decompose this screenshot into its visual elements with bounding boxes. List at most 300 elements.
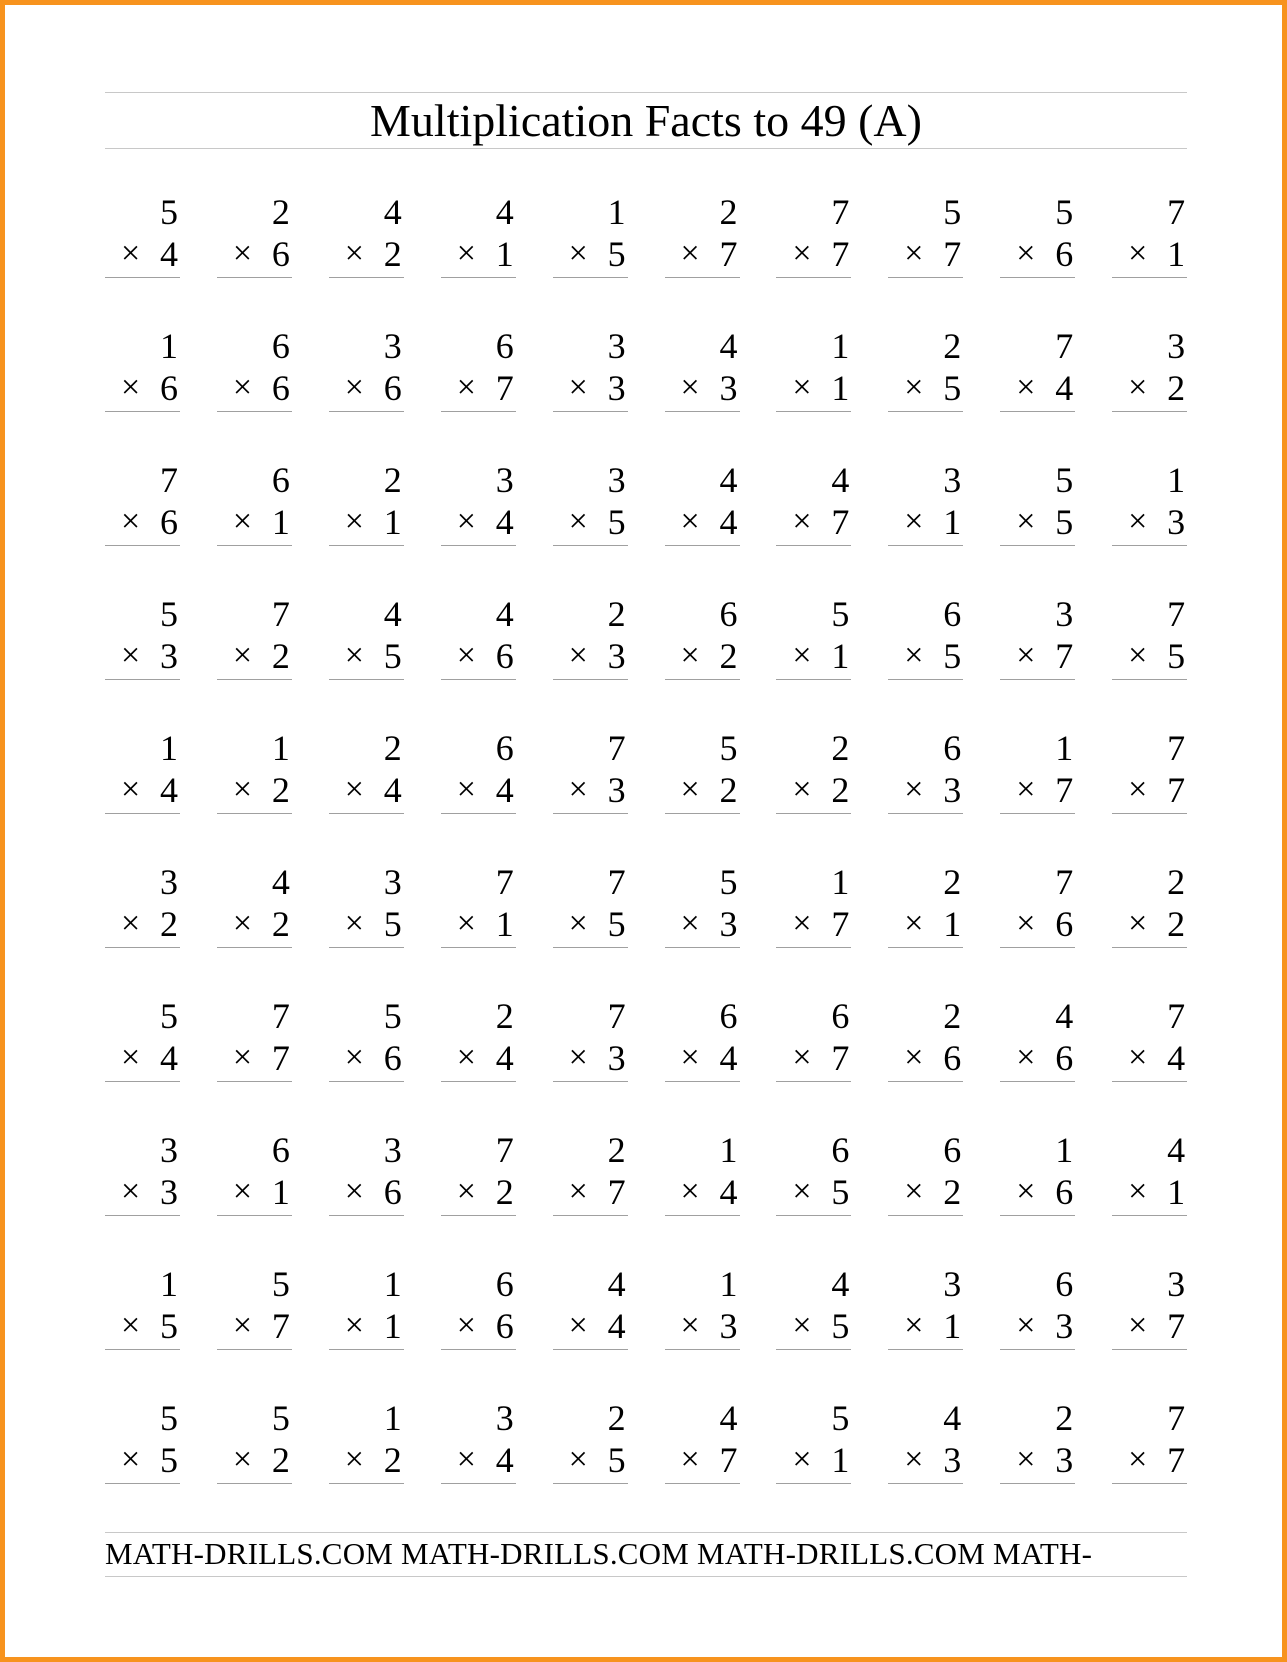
times-sign: × <box>121 1039 141 1076</box>
multiplier: 5 <box>1167 636 1186 676</box>
multiplicand: 1 <box>831 862 850 902</box>
multiplication-problem <box>217 190 292 280</box>
multiplication-problem <box>553 1128 628 1218</box>
multiplicand: 3 <box>160 862 178 902</box>
answer-line <box>1112 679 1187 680</box>
multiplication-problem <box>1000 860 1075 950</box>
times-sign: × <box>904 771 924 808</box>
multiplication-problem <box>329 324 404 414</box>
answer-line <box>553 1215 628 1216</box>
multiplication-problem <box>553 1262 628 1352</box>
times-sign: × <box>1016 905 1036 942</box>
multiplication-problem <box>329 1128 404 1218</box>
multiplication-problem <box>1112 592 1187 682</box>
multiplicand: 7 <box>1055 862 1074 902</box>
multiplication-problem <box>776 324 851 414</box>
times-sign: × <box>344 1173 364 1210</box>
multiplicand: 3 <box>943 1264 962 1304</box>
multiplier: 7 <box>271 1038 290 1078</box>
times-sign: × <box>1016 1441 1036 1478</box>
answer-line <box>105 813 180 814</box>
multiplicand: 7 <box>607 728 626 768</box>
times-sign: × <box>568 1307 588 1344</box>
multiplicand: 6 <box>943 594 962 634</box>
answer-line <box>1000 545 1075 546</box>
problem-row <box>105 592 1187 726</box>
answer-line <box>776 277 851 278</box>
multiplication-problem <box>105 458 180 548</box>
multiplier: 2 <box>383 234 402 274</box>
answer-line <box>665 1215 740 1216</box>
multiplier: 2 <box>160 904 178 944</box>
multiplicand: 6 <box>271 1130 290 1170</box>
answer-line <box>329 1349 404 1350</box>
multiplicand: 5 <box>831 1398 850 1438</box>
multiplier: 1 <box>495 904 514 944</box>
multiplier: 1 <box>495 234 514 274</box>
multiplier: 3 <box>607 770 626 810</box>
times-sign: × <box>456 1039 476 1076</box>
answer-line <box>329 947 404 948</box>
answer-line <box>888 1081 963 1082</box>
multiplier: 3 <box>719 904 738 944</box>
times-sign: × <box>344 637 364 674</box>
multiplier: 4 <box>495 770 514 810</box>
times-sign: × <box>121 771 141 808</box>
multiplication-problem <box>217 994 292 1084</box>
multiplicand: 4 <box>719 460 738 500</box>
answer-line <box>776 1483 851 1484</box>
multiplication-problem <box>553 324 628 414</box>
answer-line <box>217 545 292 546</box>
multiplicand: 1 <box>160 326 178 366</box>
multiplicand: 5 <box>271 1398 290 1438</box>
multiplicand: 2 <box>943 862 962 902</box>
times-sign: × <box>121 637 141 674</box>
answer-line <box>776 947 851 948</box>
answer-line <box>888 411 963 412</box>
multiplicand: 5 <box>943 192 962 232</box>
answer-line <box>1000 1081 1075 1082</box>
multiplication-problem <box>776 458 851 548</box>
answer-line <box>217 1349 292 1350</box>
answer-line <box>329 813 404 814</box>
multiplicand: 2 <box>943 996 962 1036</box>
times-sign: × <box>232 369 253 406</box>
multiplicand: 3 <box>383 862 402 902</box>
multiplication-problem <box>329 1396 404 1486</box>
times-sign: × <box>1016 369 1036 406</box>
multiplier: 7 <box>831 1038 850 1078</box>
multiplier: 7 <box>1055 636 1074 676</box>
multiplier: 3 <box>607 636 626 676</box>
multiplication-problem <box>217 458 292 548</box>
multiplier: 6 <box>160 502 178 542</box>
times-sign: × <box>232 1441 253 1478</box>
multiplier: 7 <box>271 1306 290 1346</box>
times-sign: × <box>1128 1173 1148 1210</box>
multiplication-problem <box>441 1262 516 1352</box>
multiplicand: 7 <box>495 862 514 902</box>
multiplication-problem <box>553 458 628 548</box>
multiplier: 6 <box>1055 1038 1074 1078</box>
times-sign: × <box>232 905 253 942</box>
problem-grid <box>105 190 1187 1530</box>
times-sign: × <box>232 1039 253 1076</box>
multiplicand: 1 <box>831 326 850 366</box>
times-sign: × <box>792 1173 812 1210</box>
times-sign: × <box>904 1039 924 1076</box>
multiplicand: 5 <box>160 996 178 1036</box>
multiplicand: 3 <box>495 460 514 500</box>
multiplier: 3 <box>607 368 626 408</box>
answer-line <box>888 679 963 680</box>
multiplier: 1 <box>271 1172 290 1212</box>
multiplier: 6 <box>495 636 514 676</box>
multiplier: 1 <box>831 636 850 676</box>
multiplication-problem <box>888 860 963 950</box>
times-sign: × <box>568 905 588 942</box>
times-sign: × <box>456 637 476 674</box>
multiplier: 1 <box>943 904 962 944</box>
multiplicand: 7 <box>160 460 178 500</box>
multiplication-problem <box>888 994 963 1084</box>
multiplication-problem <box>553 592 628 682</box>
multiplicand: 1 <box>160 1264 178 1304</box>
multiplicand: 4 <box>831 460 850 500</box>
answer-line <box>217 679 292 680</box>
times-sign: × <box>568 1173 588 1210</box>
times-sign: × <box>344 503 364 540</box>
multiplication-problem <box>217 1128 292 1218</box>
multiplication-problem <box>888 726 963 816</box>
multiplicand: 7 <box>1167 1398 1186 1438</box>
multiplicand: 4 <box>271 862 290 902</box>
multiplier: 3 <box>1055 1440 1074 1480</box>
multiplier: 1 <box>271 502 290 542</box>
times-sign: × <box>792 905 812 942</box>
answer-line <box>553 947 628 948</box>
problem-row <box>105 324 1187 458</box>
multiplication-problem <box>776 994 851 1084</box>
times-sign: × <box>1128 1039 1148 1076</box>
multiplier: 5 <box>607 904 626 944</box>
times-sign: × <box>121 503 141 540</box>
times-sign: × <box>1128 637 1148 674</box>
multiplicand: 3 <box>383 1130 402 1170</box>
multiplication-problem <box>1000 1262 1075 1352</box>
times-sign: × <box>344 1039 364 1076</box>
times-sign: × <box>1016 1173 1036 1210</box>
times-sign: × <box>904 369 924 406</box>
multiplicand: 2 <box>1055 1398 1074 1438</box>
times-sign: × <box>1016 503 1036 540</box>
multiplication-problem <box>217 726 292 816</box>
times-sign: × <box>1128 369 1148 406</box>
answer-line <box>217 947 292 948</box>
answer-line <box>665 813 740 814</box>
answer-line <box>665 679 740 680</box>
answer-line <box>553 1349 628 1350</box>
answer-line <box>553 1081 628 1082</box>
multiplier: 1 <box>1167 1172 1186 1212</box>
answer-line <box>441 1215 516 1216</box>
multiplier: 1 <box>1167 234 1186 274</box>
multiplicand: 1 <box>383 1398 402 1438</box>
multiplier: 5 <box>607 234 626 274</box>
times-sign: × <box>344 1441 364 1478</box>
multiplier: 5 <box>160 1440 178 1480</box>
answer-line <box>441 1483 516 1484</box>
multiplicand: 5 <box>271 1264 290 1304</box>
times-sign: × <box>904 235 924 272</box>
multiplicand: 5 <box>719 862 738 902</box>
multiplier: 1 <box>943 502 962 542</box>
answer-line <box>665 947 740 948</box>
times-sign: × <box>680 369 700 406</box>
multiplicand: 6 <box>943 728 962 768</box>
times-sign: × <box>456 1441 476 1478</box>
multiplicand: 5 <box>1055 460 1074 500</box>
multiplication-problem <box>1000 1128 1075 1218</box>
times-sign: × <box>680 503 700 540</box>
times-sign: × <box>680 1307 700 1344</box>
times-sign: × <box>232 1173 253 1210</box>
multiplication-problem <box>665 994 740 1084</box>
multiplier: 2 <box>1167 904 1186 944</box>
answer-line <box>1112 1483 1187 1484</box>
problem-row <box>105 994 1187 1128</box>
times-sign: × <box>232 771 253 808</box>
multiplication-problem <box>441 592 516 682</box>
multiplicand: 6 <box>271 460 290 500</box>
problem-row <box>105 458 1187 592</box>
answer-line <box>665 411 740 412</box>
multiplication-problem <box>105 1128 180 1218</box>
multiplication-problem <box>105 860 180 950</box>
answer-line <box>1000 277 1075 278</box>
answer-line <box>1000 1483 1075 1484</box>
multiplier: 4 <box>1167 1038 1186 1078</box>
times-sign: × <box>121 1173 141 1210</box>
multiplicand: 5 <box>160 1398 178 1438</box>
times-sign: × <box>456 503 476 540</box>
multiplier: 7 <box>1055 770 1074 810</box>
times-sign: × <box>792 1039 812 1076</box>
answer-line <box>329 545 404 546</box>
multiplicand: 3 <box>383 326 402 366</box>
answer-line <box>888 813 963 814</box>
multiplier: 7 <box>831 502 850 542</box>
answer-line <box>888 947 963 948</box>
multiplication-problem <box>1000 458 1075 548</box>
multiplier: 4 <box>160 1038 178 1078</box>
multiplicand: 7 <box>271 594 290 634</box>
times-sign: × <box>568 1441 588 1478</box>
times-sign: × <box>792 1441 812 1478</box>
times-sign: × <box>904 1173 924 1210</box>
multiplicand: 1 <box>271 728 290 768</box>
multiplication-problem <box>329 1262 404 1352</box>
answer-line <box>217 1081 292 1082</box>
multiplication-problem <box>888 190 963 280</box>
times-sign: × <box>568 235 588 272</box>
times-sign: × <box>1016 235 1036 272</box>
answer-line <box>329 1215 404 1216</box>
problem-row <box>105 1396 1187 1530</box>
multiplicand: 3 <box>607 326 626 366</box>
times-sign: × <box>568 771 588 808</box>
multiplication-problem <box>105 324 180 414</box>
times-sign: × <box>792 1307 812 1344</box>
multiplier: 2 <box>1167 368 1186 408</box>
multiplication-problem <box>1112 1128 1187 1218</box>
multiplier: 5 <box>943 636 962 676</box>
answer-line <box>441 679 516 680</box>
times-sign: × <box>680 235 700 272</box>
times-sign: × <box>680 637 700 674</box>
answer-line <box>217 1483 292 1484</box>
multiplier: 3 <box>160 636 178 676</box>
answer-line <box>105 1349 180 1350</box>
multiplicand: 4 <box>495 594 514 634</box>
multiplication-problem <box>441 860 516 950</box>
problem-row <box>105 1128 1187 1262</box>
answer-line <box>888 1349 963 1350</box>
multiplication-problem <box>553 190 628 280</box>
answer-line <box>105 1483 180 1484</box>
multiplicand: 3 <box>1167 326 1186 366</box>
multiplication-problem <box>329 726 404 816</box>
multiplicand: 5 <box>160 192 178 232</box>
multiplication-problem <box>776 592 851 682</box>
multiplicand: 4 <box>607 1264 626 1304</box>
multiplicand: 4 <box>719 326 738 366</box>
multiplier: 1 <box>383 502 402 542</box>
multiplicand: 6 <box>495 1264 514 1304</box>
multiplication-problem <box>217 1396 292 1486</box>
answer-line <box>105 1081 180 1082</box>
multiplication-problem <box>888 1396 963 1486</box>
multiplier: 2 <box>495 1172 514 1212</box>
multiplication-problem <box>888 324 963 414</box>
multiplier: 6 <box>1055 234 1074 274</box>
times-sign: × <box>456 771 476 808</box>
multiplication-problem <box>1000 726 1075 816</box>
answer-line <box>217 813 292 814</box>
multiplier: 3 <box>1055 1306 1074 1346</box>
multiplier: 7 <box>831 904 850 944</box>
multiplier: 7 <box>831 234 850 274</box>
problem-row <box>105 726 1187 860</box>
multiplication-problem <box>888 592 963 682</box>
answer-line <box>553 813 628 814</box>
multiplier: 5 <box>383 904 402 944</box>
multiplication-problem <box>329 592 404 682</box>
times-sign: × <box>792 369 812 406</box>
multiplication-problem <box>1112 1396 1187 1486</box>
multiplier: 6 <box>943 1038 962 1078</box>
multiplication-problem <box>441 994 516 1084</box>
answer-line <box>105 1215 180 1216</box>
multiplication-problem <box>105 190 180 280</box>
multiplicand: 1 <box>719 1264 738 1304</box>
multiplicand: 5 <box>383 996 402 1036</box>
multiplier: 7 <box>495 368 514 408</box>
times-sign: × <box>456 1173 476 1210</box>
multiplier: 5 <box>607 502 626 542</box>
multiplier: 4 <box>495 502 514 542</box>
answer-line <box>553 277 628 278</box>
title-band <box>105 92 1187 149</box>
answer-line <box>888 1215 963 1216</box>
multiplicand: 2 <box>831 728 850 768</box>
multiplicand: 2 <box>607 594 626 634</box>
multiplier: 2 <box>271 904 290 944</box>
multiplicand: 3 <box>495 1398 514 1438</box>
answer-line <box>888 1483 963 1484</box>
multiplier: 6 <box>271 368 290 408</box>
multiplier: 1 <box>831 1440 850 1480</box>
multiplier: 6 <box>1055 904 1074 944</box>
multiplier: 3 <box>719 1306 738 1346</box>
multiplicand: 4 <box>383 192 402 232</box>
multiplication-problem <box>553 860 628 950</box>
multiplicand: 6 <box>495 728 514 768</box>
times-sign: × <box>680 1441 700 1478</box>
multiplier: 6 <box>383 368 402 408</box>
answer-line <box>329 411 404 412</box>
multiplier: 2 <box>943 1172 962 1212</box>
multiplication-problem <box>665 860 740 950</box>
problem-row <box>105 190 1187 324</box>
times-sign: × <box>904 905 924 942</box>
times-sign: × <box>1016 771 1036 808</box>
answer-line <box>1000 679 1075 680</box>
multiplier: 4 <box>495 1038 514 1078</box>
multiplicand: 3 <box>160 1130 178 1170</box>
multiplication-problem <box>776 1396 851 1486</box>
answer-line <box>217 411 292 412</box>
times-sign: × <box>568 503 588 540</box>
times-sign: × <box>456 235 476 272</box>
multiplication-problem <box>105 1396 180 1486</box>
multiplication-problem <box>1112 190 1187 280</box>
multiplier: 2 <box>271 770 290 810</box>
times-sign: × <box>904 503 924 540</box>
multiplicand: 3 <box>607 460 626 500</box>
multiplicand: 6 <box>495 326 514 366</box>
multiplicand: 1 <box>607 192 626 232</box>
answer-line <box>1000 1215 1075 1216</box>
multiplicand: 6 <box>719 996 738 1036</box>
multiplication-problem <box>441 458 516 548</box>
multiplication-problem <box>105 994 180 1084</box>
multiplicand: 7 <box>271 996 290 1036</box>
multiplicand: 5 <box>1055 192 1074 232</box>
multiplication-problem <box>1112 458 1187 548</box>
multiplicand: 6 <box>943 1130 962 1170</box>
multiplier: 4 <box>495 1440 514 1480</box>
multiplier: 5 <box>607 1440 626 1480</box>
multiplicand: 4 <box>495 192 514 232</box>
answer-line <box>217 277 292 278</box>
times-sign: × <box>456 1307 476 1344</box>
answer-line <box>441 411 516 412</box>
times-sign: × <box>232 235 253 272</box>
multiplication-problem <box>1000 994 1075 1084</box>
multiplication-problem <box>441 190 516 280</box>
